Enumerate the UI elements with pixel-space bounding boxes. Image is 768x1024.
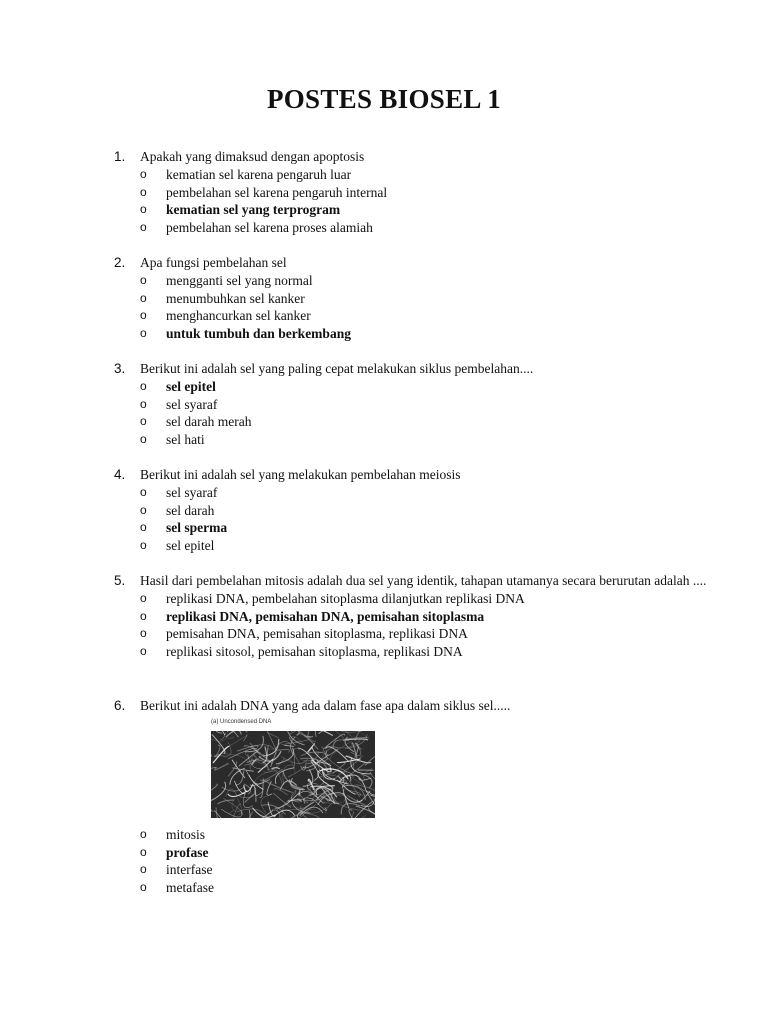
option-item <box>114 413 714 431</box>
document-title: POSTES BIOSEL 1 <box>266 84 502 114</box>
option-list <box>114 826 714 897</box>
option-text: sel syaraf <box>166 484 218 500</box>
option-text: pembelahan sel karena proses alamiah <box>166 220 373 236</box>
option-item <box>114 166 714 184</box>
option-list <box>114 166 714 237</box>
option-item <box>114 184 714 202</box>
option-item <box>114 643 714 661</box>
question-5 <box>114 572 714 661</box>
figure-caption: (a) Uncondensed DNA <box>211 718 272 725</box>
bullet-icon: o <box>140 220 147 235</box>
option-item <box>114 307 714 325</box>
option-text: pembelahan sel karena pengaruh internal <box>166 184 388 200</box>
option-item <box>114 219 714 237</box>
bullet-icon: o <box>140 520 147 535</box>
bullet-icon: o <box>140 202 147 217</box>
option-item <box>114 272 714 290</box>
question-text: Apa fungsi pembelahan sel <box>140 255 287 270</box>
option-item <box>114 290 714 308</box>
bullet-icon: o <box>140 326 147 341</box>
option-text: sel darah merah <box>166 414 252 430</box>
question-text: Berikut ini adalah DNA yang ada dalam fase apa dalam siklus sel..... <box>140 698 511 713</box>
question-2 <box>114 254 714 343</box>
question-3 <box>114 360 714 449</box>
bullet-icon: o <box>140 862 147 877</box>
option-list <box>114 272 714 343</box>
option-text: kematian sel yang terprogram <box>166 202 341 218</box>
bullet-icon: o <box>140 308 147 323</box>
bullet-icon: o <box>140 826 147 841</box>
bullet-icon: o <box>140 644 147 659</box>
option-text: sel epitel <box>166 538 215 554</box>
option-text: sel sperma <box>166 520 228 536</box>
option-text: interfase <box>166 862 213 878</box>
question-4 <box>114 466 714 555</box>
option-item <box>114 396 714 414</box>
option-text: menghancurkan sel kanker <box>166 308 311 324</box>
bullet-icon: o <box>140 272 147 287</box>
option-item-answer <box>114 844 714 862</box>
option-list <box>114 484 714 555</box>
bullet-icon: o <box>140 396 147 411</box>
option-list <box>114 590 714 661</box>
bullet-icon: o <box>140 484 147 499</box>
question-text: Hasil dari pembelahan mitosis adalah dua sel yang identik, tahapan utamanya secara berurutan adalah .... <box>140 573 707 588</box>
option-text: kematian sel karena pengaruh luar <box>166 166 352 182</box>
option-text: menumbuhkan sel kanker <box>166 290 305 306</box>
option-text: replikasi DNA, pemisahan DNA, pemisahan sitoplasma <box>166 608 485 624</box>
bullet-icon: o <box>140 880 147 895</box>
option-item <box>114 590 714 608</box>
uncondensed-dna-image <box>211 731 375 818</box>
option-text: sel syaraf <box>166 396 218 412</box>
question-1 <box>114 148 714 237</box>
option-text: sel darah <box>166 502 215 518</box>
option-item <box>114 625 714 643</box>
question-number: 4. <box>114 467 126 482</box>
option-item <box>114 537 714 555</box>
option-text: mengganti sel yang normal <box>166 272 313 288</box>
option-item <box>114 879 714 897</box>
option-item-answer <box>114 519 714 537</box>
option-text: replikasi DNA, pembelahan sitoplasma dilanjutkan replikasi DNA <box>166 590 525 606</box>
question-number: 2. <box>114 255 126 270</box>
question-6 <box>114 697 714 897</box>
bullet-icon: o <box>140 414 147 429</box>
question-text: Berikut ini adalah sel yang melakukan pembelahan meiosis <box>140 467 461 482</box>
bullet-icon: o <box>140 626 147 641</box>
question-number: 1. <box>114 149 126 164</box>
option-item <box>114 502 714 520</box>
bullet-icon: o <box>140 432 147 447</box>
option-text: sel epitel <box>166 378 216 394</box>
option-text: metafase <box>166 880 214 896</box>
option-text: replikasi sitosol, pemisahan sitoplasma, replikasi DNA <box>166 644 463 660</box>
option-item <box>114 861 714 879</box>
option-item-answer <box>114 201 714 219</box>
bullet-icon: o <box>140 378 147 393</box>
option-item-answer <box>114 378 714 396</box>
option-text: profase <box>166 844 209 860</box>
bullet-icon: o <box>140 608 147 623</box>
dna-micrograph-figure <box>211 719 375 818</box>
option-list <box>114 378 714 449</box>
option-text: mitosis <box>166 826 206 842</box>
bullet-icon: o <box>140 590 147 605</box>
bullet-icon: o <box>140 538 147 553</box>
option-item <box>114 826 714 844</box>
option-item <box>114 484 714 502</box>
bullet-icon: o <box>140 166 147 181</box>
question-text: Berikut ini adalah sel yang paling cepat melakukan siklus pembelahan.... <box>140 361 534 376</box>
bullet-icon: o <box>140 844 147 859</box>
option-item-answer <box>114 325 714 343</box>
question-number: 5. <box>114 573 126 588</box>
option-text: sel hati <box>166 432 205 448</box>
option-item <box>114 431 714 449</box>
question-number: 3. <box>114 361 126 376</box>
option-item-answer <box>114 608 714 626</box>
option-text: pemisahan DNA, pemisahan sitoplasma, replikasi DNA <box>166 626 468 642</box>
question-text: Apakah yang dimaksud dengan apoptosis <box>140 149 365 164</box>
bullet-icon: o <box>140 184 147 199</box>
question-number: 6. <box>114 698 126 713</box>
option-text: untuk tumbuh dan berkembang <box>166 326 351 342</box>
bullet-icon: o <box>140 502 147 517</box>
bullet-icon: o <box>140 290 147 305</box>
